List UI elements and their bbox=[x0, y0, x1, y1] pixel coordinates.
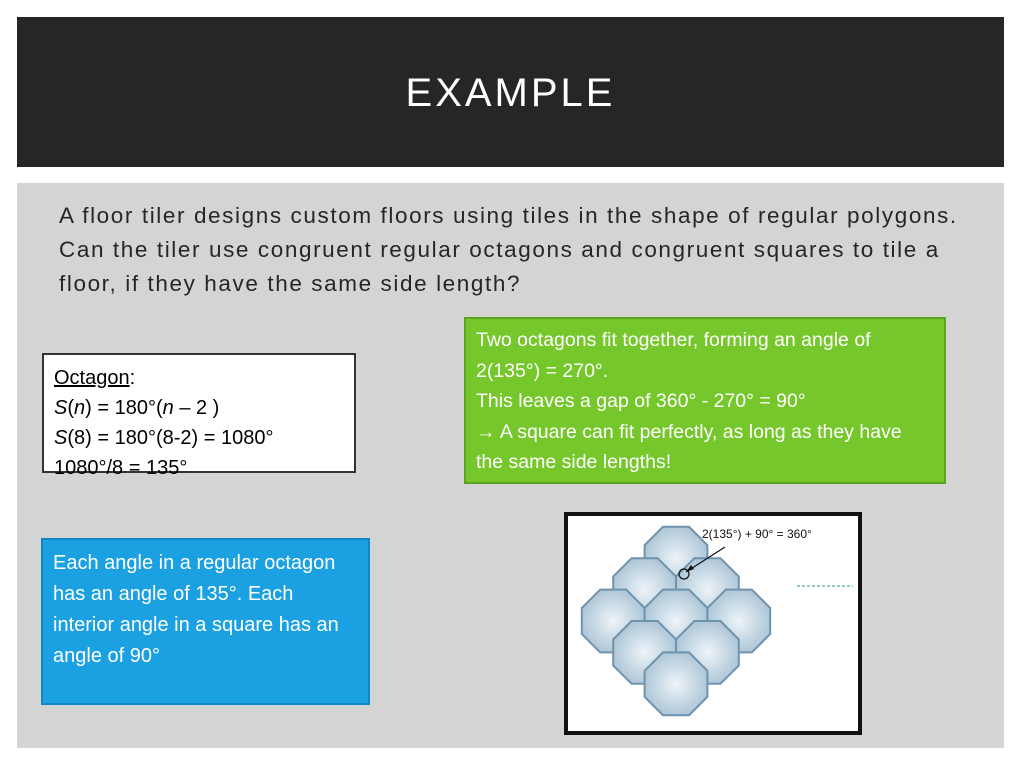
tiling-svg bbox=[568, 516, 858, 731]
slide-title: EXAMPLE bbox=[405, 70, 616, 115]
tiling-figure bbox=[564, 512, 862, 735]
formula-n: n bbox=[74, 397, 86, 419]
octagon-heading: Octagon bbox=[54, 367, 130, 389]
formula2-rest: (8) = 180°(8-2) = 1080° bbox=[67, 427, 274, 449]
formula-n2: n bbox=[162, 397, 174, 419]
formula-s: S bbox=[54, 397, 68, 419]
green-line-1: Two octagons fit together, forming an angle of 2(135°) = 270°. bbox=[476, 329, 871, 382]
green-line-2: This leaves a gap of 360° - 270° = 90° bbox=[476, 390, 806, 412]
formula-mid: = 180°( bbox=[91, 397, 163, 419]
formula-end: – 2 ) bbox=[173, 397, 220, 419]
figure-label: 2(135°) + 90° = 360° bbox=[702, 527, 812, 541]
green-explanation-box bbox=[464, 317, 946, 484]
tile-group bbox=[582, 527, 770, 715]
octagon-heading-line: Octagon: bbox=[54, 367, 136, 389]
formula-line-3: 1080°/8 = 135° bbox=[54, 457, 188, 479]
formula-line-2 bbox=[54, 423, 344, 453]
octagon-tile bbox=[645, 652, 708, 715]
octagon-formula-box bbox=[42, 353, 356, 479]
formula-line-1: S(n) = 180°(n – 2 ) bbox=[54, 397, 220, 419]
blue-explanation-box bbox=[41, 538, 370, 705]
green-line-3: → A square can fit perfectly, as long as they have the same side lengths! bbox=[476, 420, 902, 473]
content-area bbox=[17, 183, 1004, 748]
formula2-s: S bbox=[54, 427, 68, 449]
question-text: A floor tiler designs custom floors using tiles in the shape of regular polygons. Can the tiler use congruent regular octagons and congruent squares to tile a floor, if they have the same side length? bbox=[59, 203, 958, 296]
title-bar bbox=[17, 17, 1004, 167]
blue-text: Each angle in a regular octagon has an angle of 135°. Each interior angle in a square has an angle of 90° bbox=[53, 552, 339, 667]
